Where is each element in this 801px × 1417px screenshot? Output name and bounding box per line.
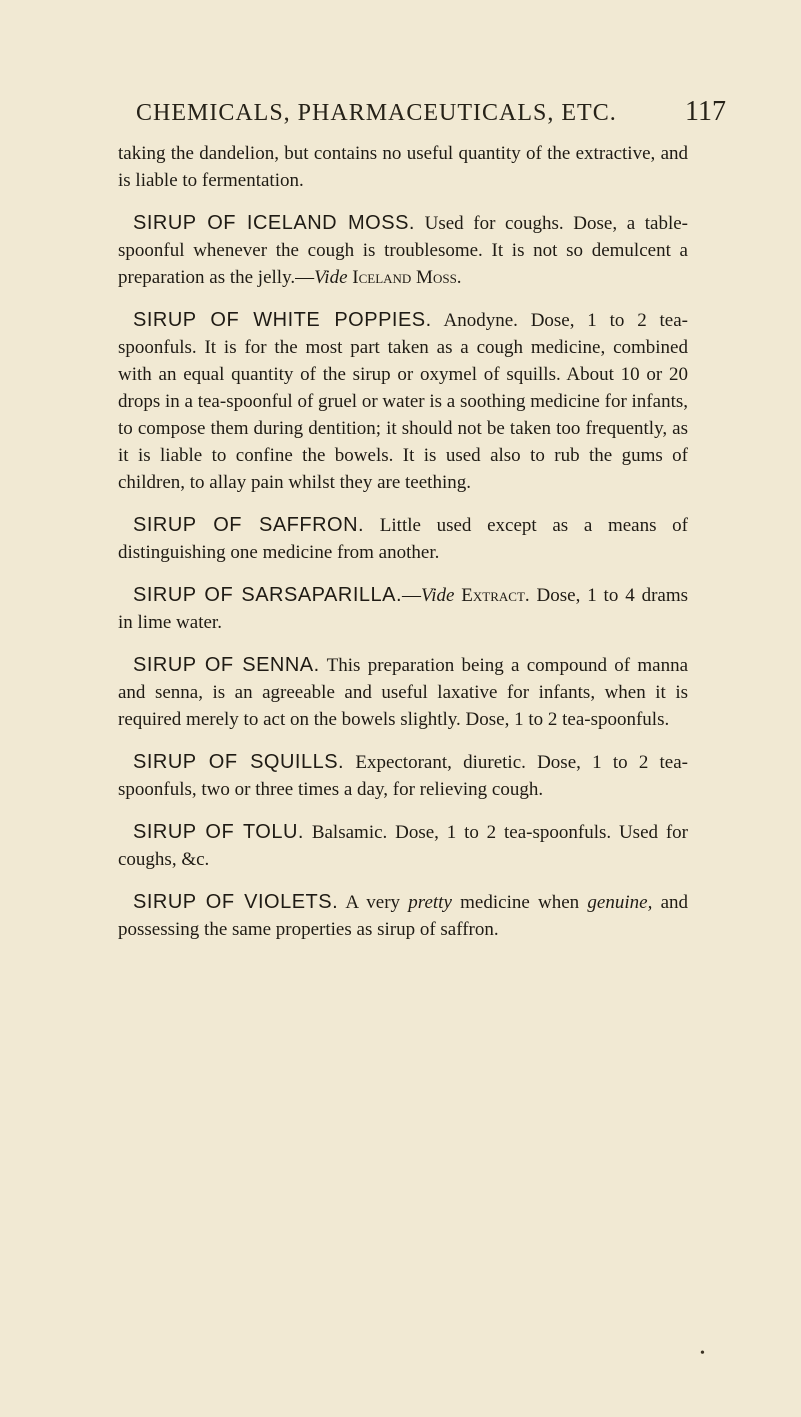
entry-sirup-violets <box>118 889 688 943</box>
page-number: 117 <box>685 96 726 127</box>
entry-heading: SIRUP OF VIOLETS. <box>133 891 339 913</box>
entry-text: Dose, 1 to 4 drams in lime water. <box>118 585 688 633</box>
entry-heading: SIRUP OF SENNA. <box>133 654 320 676</box>
entry-heading: SIRUP OF SAFFRON. <box>133 514 365 536</box>
entry-heading: SIRUP OF ICELAND MOSS. <box>133 212 415 234</box>
entry-text: Used for coughs. Dose, a table-spoonful whenever the cough is troublesome. It is not so demulcent a preparation as the jelly.— <box>118 213 688 288</box>
entry-sirup-tolu <box>118 819 688 873</box>
entry-text: Anodyne. Dose, 1 to 2 tea-spoonfuls. It is for the most part taken as a cough medicine, combined with an equal quantity of the sirup or oxymel of squills. About 10 or 20 drops in a tea-spoonful of gruel or water is a soothing medicine for infants, to compose them during dentition; it should not be taken too frequently, as it is liable to confine the bowels. It is used also to rub the gums of children, to allay pain whilst they are teething. <box>118 310 688 493</box>
entry-text: This preparation being a compound of manna and senna, is an agreeable and useful laxative for infants, when it is required merely to act on the bowels slightly. Dose, 1 to 2 tea-spoonfuls. <box>118 655 688 730</box>
emphasis-pretty: pretty <box>408 892 452 913</box>
entry-text: Little used except as a means of distinguishing one medicine from another. <box>118 515 688 563</box>
cross-reference: Iceland Moss. <box>347 267 462 288</box>
entry-heading: SIRUP OF SQUILLS. <box>133 751 345 773</box>
printer-mark: • <box>700 1346 705 1361</box>
entry-text: Expectorant, diuretic. Dose, 1 to 2 tea-spoonfuls, two or three times a day, for relieving cough. <box>118 752 689 800</box>
entry-heading: SIRUP OF TOLU. <box>133 821 304 843</box>
entry-sirup-squills <box>118 749 688 803</box>
entry-sirup-iceland-moss <box>118 210 688 291</box>
entry-heading: SIRUP OF WHITE POPPIES. <box>133 309 432 331</box>
cross-reference: Extract. <box>454 585 530 606</box>
entry-text: A very <box>338 892 409 913</box>
entry-text: medicine when <box>451 892 588 913</box>
entry-text: and possessing the same properties as sirup of saffron. <box>118 892 689 940</box>
emphasis-genuine: genuine, <box>587 892 653 913</box>
em-dash: — <box>402 585 422 606</box>
page-body <box>118 140 688 959</box>
entry-sirup-senna <box>118 652 688 733</box>
paragraph-dandelion-continuation <box>118 140 688 194</box>
entry-sirup-saffron <box>118 512 688 566</box>
vide-reference: Vide <box>314 267 348 288</box>
entry-heading: SIRUP OF SARSAPARILLA. <box>133 584 403 606</box>
entry-sirup-sarsaparilla <box>118 582 688 636</box>
paragraph-text: taking the dandelion, but contains no useful quantity of the extractive, and is liable to fermentation. <box>118 143 688 191</box>
entry-text: Balsamic. Dose, 1 to 2 tea-spoonfuls. Used for coughs, &c. <box>118 822 688 870</box>
entry-sirup-white-poppies <box>118 307 688 496</box>
vide-reference: Vide <box>421 585 455 606</box>
running-title: CHEMICALS, PHARMACEUTICALS, ETC. <box>136 100 617 126</box>
